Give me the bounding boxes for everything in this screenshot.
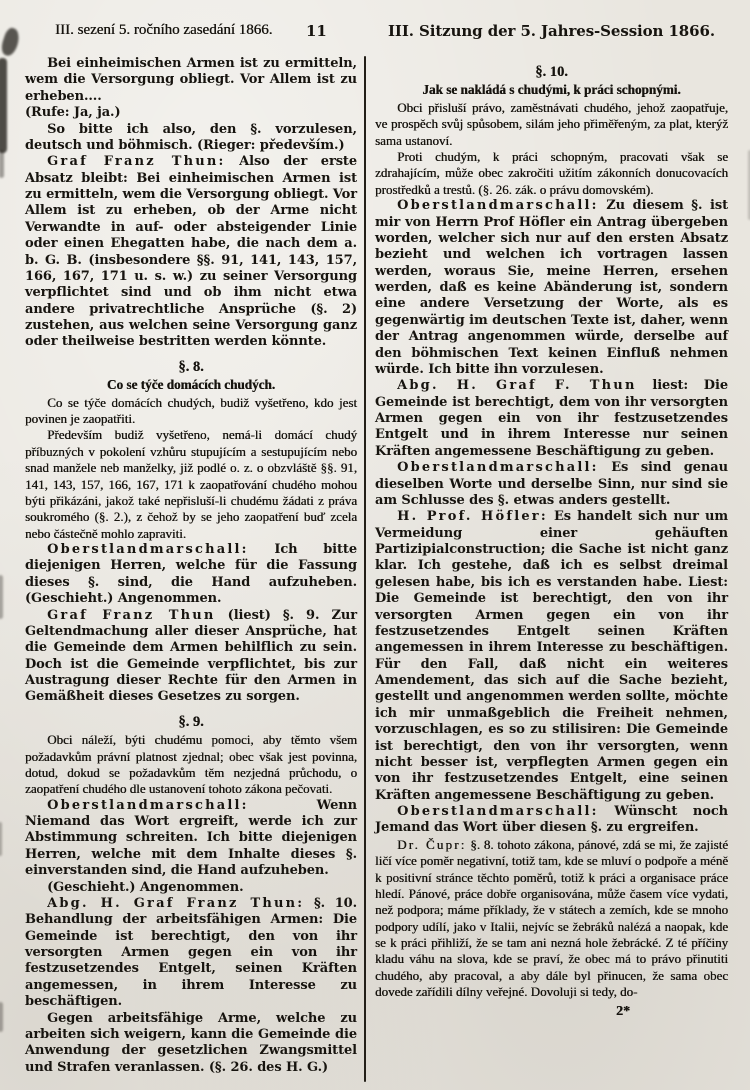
paragraph: Bei einheimischen Armen ist zu ermitteln, wem die Versorgung obliegt. Vor Allem ist zu erheben.... xyxy=(25,56,357,104)
paragraph: Abg. H. Graf Franz Thun: §. 10. Behandlung der arbeitsfähigen Armen: Die Gemeinde ist berechtigt, den von ihr versorgten Armen gegen ein von ihr festzusetzendes Entgelt, seinen Kräften angemessen, in ihrem Interesse zu beschäftigen. xyxy=(25,895,358,1010)
paragraph: Oberstlandmarschall: Zu diesem §. ist mir von Herrn Prof Höfler ein Antrag übergeben worden, welcher sich nur auf den ersten Absatz bezieht und welchen ich vortragen lassen werden, woraus Sie, meine Herren, ersehen werden, daß es keine Abänderung ist, sondern eine andere Versetzung der Worte, als es gegenwärtig im deutschen Texte ist, daher, wenn der Antrag angenommen würde, derselbe auf den böhmischen Text keinen Einfluß nehmen würde. Ich bitte ihn vorzulesen. xyxy=(375,198,728,377)
page-header xyxy=(0,22,750,46)
paragraph: Co se týče domácích chudých, budiž vyšetřeno, kdo jest povinen je zaopatřiti. xyxy=(25,394,357,427)
signature-mark: 2* xyxy=(616,1003,630,1019)
speaker-name: Oberstlandmarschall: xyxy=(397,198,599,214)
speaker-name: H. Prof. Höfler: xyxy=(397,509,548,525)
paragraph: Abg. H. Graf F. Thun liest: Die Gemeinde ist berechtigt, dem von ihr versorgten Armen gegen ein von ihr festzusetzendes Entgelt und in ihrem Interesse nur seinen Kräften angemessene Beschäftigung zu geben. xyxy=(375,378,728,459)
header-title-czech: III. sezení 5. ročního zasedání 1866. xyxy=(55,22,273,38)
paragraph: (Geschieht.) Angenommen. xyxy=(47,879,244,895)
scan-artifact xyxy=(0,58,7,153)
page-number: 11 xyxy=(306,22,327,40)
right-column xyxy=(366,56,728,1082)
section-subheading: Co se týče domácích chudých. xyxy=(106,377,276,393)
paragraph: Především budiž vyšetřeno, nemá-li domácí chudý příbuzných v pokolení vzhůru stupujícím a sestupujícím nebo snad manžele neb manželky, již podlé o. z. o obzvláště §§. 91, 141, 143, 157, 166, 167, 171 k zaopatřování chudého mohou býti přikázáni, jakož také nepřisluší-li chudému žádati z práva soukromého (§. 2.), z čehož by se jeho zaopatření buď zcela nebo částečně mohlo zapraviti. xyxy=(25,427,357,541)
paragraph: Gegen arbeitsfähige Arme, welche zu arbeiten sich weigern, kann die Gemeinde die Anwendung der gesetzlichen Zwangsmittel und Strafen veranlassen. (§. 26. des H. G.) xyxy=(25,1010,357,1075)
scan-artifact xyxy=(0,150,4,178)
scan-artifact xyxy=(0,822,2,856)
speaker-name: Oberstlandmarschall: xyxy=(397,460,599,476)
header-title-german: III. Sitzung der 5. Jahres-Session 1866. xyxy=(388,22,715,40)
section-subheading: Jak se nakládá s chudými, k práci schopnými. xyxy=(422,82,681,98)
paragraph: Obci náleží, býti chudému pomoci, aby těmto všem požadavkům právní platnost zjednal; obec však jest povinna, dotud, dokud se požadavkům těm nezjedná průchodu, o zaopatření chudého dle ustanovení tohoto zákona pečovati. xyxy=(25,732,357,797)
speaker-name: Oberstlandmarschall: xyxy=(47,542,249,558)
speaker-name: Abg. H. Graf Franz Thun: xyxy=(47,895,305,911)
section-heading: §. 10. xyxy=(535,64,568,80)
section-heading: §. 9. xyxy=(178,713,204,730)
speaker-name: Graf Franz Thun xyxy=(47,607,216,623)
paragraph: H. Prof. Höfler: Es handelt sich nur um Vermeidung einer gehäuften Partizipialconstruction; die Sache ist nicht ganz klar. Ich gestehe, daß ich es selbst dreimal gelesen habe, bis ich es verstanden habe. Liest: Die Gemeinde ist berechtigt, den von ihr versorgten Armen gegen ein von ihr festzusetzendes Entgelt seinen Kräften angemessen in ihrem Interesse zu beschäftigen. Für den Fall, daß nicht ein weiteres Amendement, das sich auf die Sache bezieht, gestellt und angenommen werden sollte, möchte ich mir unmaßgeblich die Freiheit nehmen, vorzuschlagen, es so zu stilisiren: Die Gemeinde ist berechtigt, den von ihr versorgten, wenn nicht besser ist, verpflegten Armen gegen ein von ihr festzusetzendes Entgelt, eine seinen Kräften angemessene Beschäftigung zu geben. xyxy=(375,509,728,803)
paragraph: Graf Franz Thun (liest) §. 9. Zur Geltendmachung aller dieser Ansprüche, hat die Gemeinde dem Armen behilflich zu sein. Doch ist die Gemeinde verpflichtet, bis zur Austragung dieser Rechte für den Armen in Gemäßheit dieses Gesetzes zu sorgen. xyxy=(25,607,357,705)
left-column xyxy=(25,56,364,1082)
paragraph: Oberstlandmarschall: Wenn Niemand das Wort ergreift, werde ich zur Abstimmung schreiten. Ich bitte diejenigen Herren, welche mit dem Inhalte dieses §. einverstanden sind, die Hand aufzuheben. xyxy=(25,797,357,879)
speaker-name: Oberstlandmarschall: xyxy=(397,804,599,820)
speaker-name: Abg. H. Graf F. Thun xyxy=(397,378,637,394)
speaker-name: Graf Franz Thun: xyxy=(47,154,226,170)
paragraph: Oberstlandmarschall: Ich bitte diejenigen Herren, welche für die Fassung dieses §. sind, die Hand aufzuheben. (Geschieht.) Angenommen. xyxy=(25,542,357,607)
paragraph: Obci přisluší právo, zaměstnávati chudého, jehož zaopatřuje, ve prospěch svůj spůsobem, silám jeho přiměřeným, za plat, kterýž sama ustanoví. xyxy=(375,99,728,148)
paragraph: Dr. Čupr: §. 8. tohoto zákona, pánové, zdá se mi, že zajisté ličí více poměr negativní, totiž tam, kde se mluví o podpoře a méně k positivní stránce těchto poměrů, totiž k práci a organisace práce hledí. Pánové, práce dobře organisována, může časem více vydati, než podpora; máme příklady, že v státech a zemích, kde se mnoho podpory udílí, jako v Italii, nejvíc se žebráků nalézá a naopak, kde se k práci přihliží, že se tam ani nezná hole žebrácké. Z té příčiny kladu váhu na slova, kde se praví, že obec má to právo přinutiti chudého, aby pracoval, a aby dále byl přinucen, že sama obec dovede zařídili dílny veřejné. Dovoluji si tedy, do- xyxy=(375,836,728,1000)
section-heading: §. 8. xyxy=(178,358,204,375)
paragraph: So bitte ich also, den §. vorzulesen, deutsch und böhmisch. (Rieger: především.) xyxy=(25,121,357,153)
speaker-name: Dr. Čupr: xyxy=(397,836,467,852)
paragraph: Oberstlandmarschall: Es sind genau dieselben Worte und derselbe Sinn, nur sind sie am Schlusse des §. etwas anders gestellt. xyxy=(375,460,728,508)
paragraph: Proti chudým, k práci schopným, pracovati však se zdrahajícím, může obec zakročiti užitím zákonních donucovacích prostředků a trestů. (§. 26. zák. o právu domovském). xyxy=(375,149,728,197)
scan-artifact xyxy=(0,1002,3,1032)
scan-artifact xyxy=(0,575,3,619)
paragraph: Oberstlandmarschall: Wünscht noch Jemand das Wort über diesen §. zu ergreifen. xyxy=(375,804,728,836)
speaker-name: Oberstlandmarschall: xyxy=(47,797,249,813)
two-column-body xyxy=(25,56,728,1082)
paragraph: Graf Franz Thun: Also der erste Absatz bleibt: Bei einheimischen Armen ist zu ermitteln, wem die Versorgung obliegt. Vor Allem ist zu erheben, ob der Arme nicht Verwandte in auf- oder absteigender Linie oder einen Ehegatten habe, die nach dem a. b. G. B. (insbesondere §§. 91, 141, 143, 157, 166, 167, 171 u. s. w.) zu seiner Versorgung verpflichtet sind und ob ihm nicht etwa andere privatrechtliche Ansprüche (§. 2) zustehen, aus welchen seine Versorgung ganz oder theilweise bestritten werden könnte. xyxy=(25,154,357,350)
paragraph: (Rufe: Ja, ja.) xyxy=(25,105,121,121)
